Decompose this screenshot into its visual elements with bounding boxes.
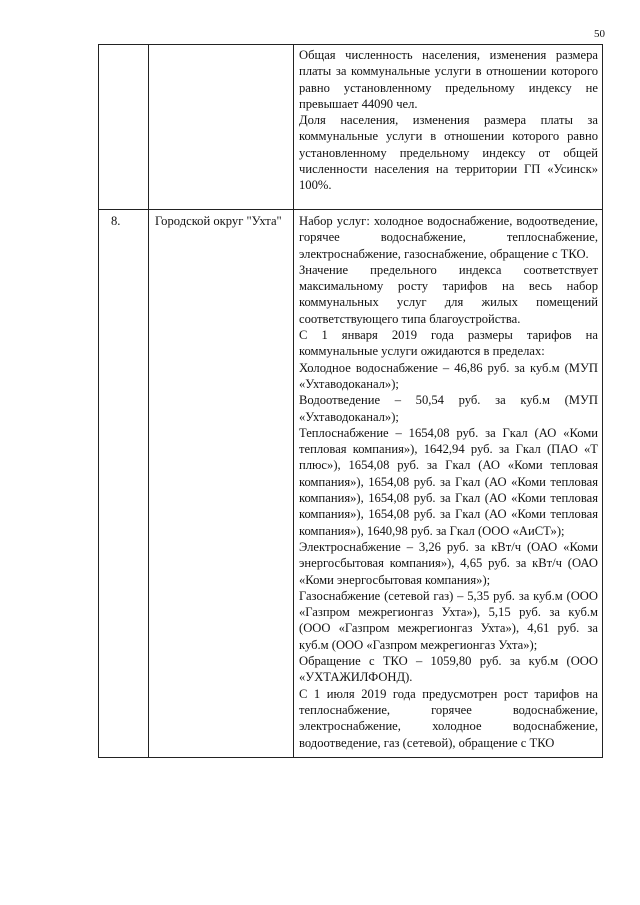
municipality-cell: Городской округ "Ухта" xyxy=(149,210,294,758)
paragraph: Обращение с ТКО – 1059,80 руб. за куб.м (ООО «УХТАЖИЛФОНД). xyxy=(299,654,598,685)
table-row xyxy=(99,45,603,210)
row-number-cell: 8. xyxy=(99,210,149,758)
paragraph: Электроснабжение – 3,26 руб. за кВт/ч (ОАО «Коми энергосбытовая компания»), 4,65 руб. за кВт/ч (ОАО «Коми энергосбытовая компания»); xyxy=(299,539,598,587)
description-cell xyxy=(294,45,603,210)
paragraph: Доля населения, изменения размера платы за коммунальные услуги в отношении которого равно установленному предельному индексу от общей численности населения на территории ГП «Усинск» 100%. xyxy=(299,113,598,193)
paragraph: Общая численность населения, изменения размера платы за коммунальные услуги в отношении которого равно установленному предельному индексу не превышает 44090 чел. xyxy=(299,48,598,111)
page-number: 50 xyxy=(594,28,605,40)
paragraph: Водоотведение – 50,54 руб. за куб.м (МУП «Ухтаводоканал»); xyxy=(299,393,598,424)
tariff-table xyxy=(98,44,603,758)
description-cell xyxy=(294,210,603,758)
paragraph: Набор услуг: холодное водоснабжение, водоотведение, горячее водоснабжение, теплоснабжение, электроснабжение, газоснабжение, обращение с ТКО. xyxy=(299,214,598,261)
paragraph: С 1 января 2019 года размеры тарифов на коммунальные услуги ожидаются в пределах: xyxy=(299,328,598,359)
municipality-cell xyxy=(149,45,294,210)
paragraph: Теплоснабжение – 1654,08 руб. за Гкал (АО «Коми тепловая компания»), 1642,94 руб. за Гкал (ПАО «Т плюс»), 1654,08 руб. за Гкал (АО «Коми тепловая компания»), 1654,08 руб. за Гкал (АО «Коми тепловая компания»), 1654,08 руб. за Гкал (АО «Коми тепловая компания»), 1654,08 руб. за Гкал (АО «Коми тепловая компания»), 1640,98 руб. за Гкал (ООО «АиСТ»); xyxy=(299,425,598,538)
paragraph: Холодное водоснабжение – 46,86 руб. за куб.м (МУП «Ухтаводоканал»); xyxy=(299,360,598,391)
paragraph: С 1 июля 2019 года предусмотрен рост тарифов на теплоснабжение, горячее водоснабжение, электроснабжение, холодное водоснабжение, водоотведение, газ (сетевой), обращение с ТКО xyxy=(299,686,598,750)
paragraph: Значение предельного индекса соответствует максимальному росту тарифов на весь набор коммунальных услуг для жилых помещений соответствующего типа благоустройства. xyxy=(299,262,598,326)
row-number-cell xyxy=(99,45,149,210)
paragraph: Газоснабжение (сетевой газ) – 5,35 руб. за куб.м (ООО «Газпром межрегионгаз Ухта»), 5,15 руб. за куб.м (ООО «Газпром межрегионгаз Ухта»), 4,61 руб. за куб.м (ООО «Газпром межрегионгаз Ухта»); xyxy=(299,588,598,652)
table-row xyxy=(99,210,603,758)
